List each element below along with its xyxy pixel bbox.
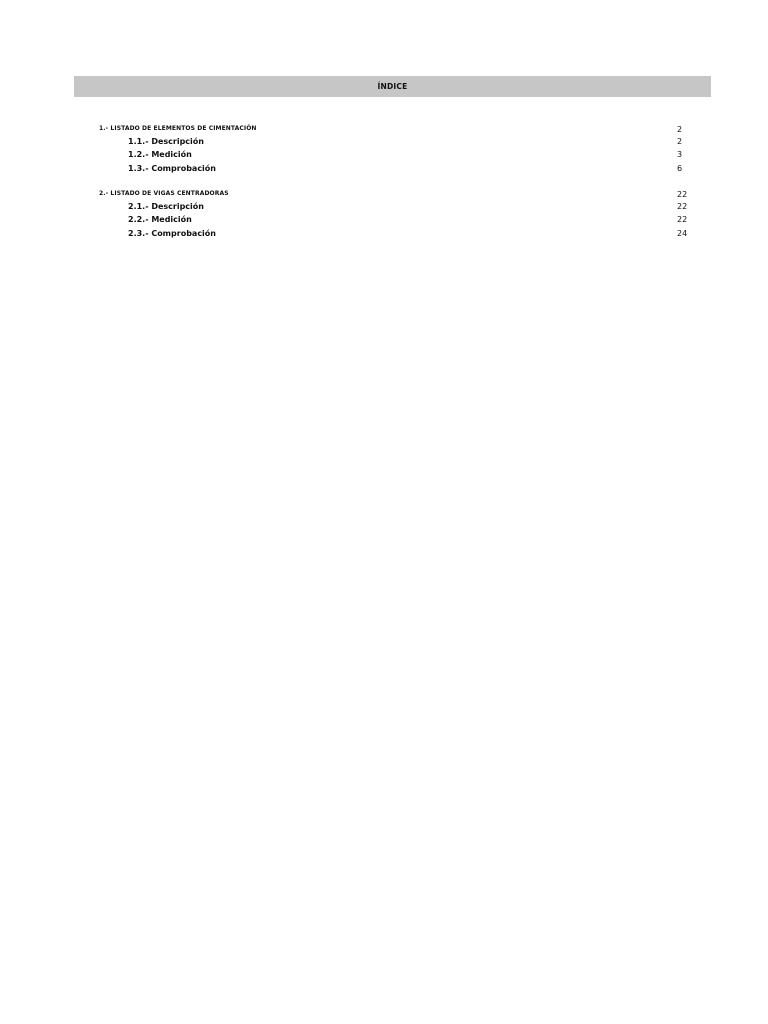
toc-section-label: 1.- LISTADO DE ELEMENTOS DE CIMENTACIÓN bbox=[99, 125, 257, 132]
toc-item-label: 2.3.- Comprobación bbox=[128, 229, 216, 238]
toc-section-1[interactable] bbox=[0, 123, 768, 135]
toc-item-label: 2.2.- Medición bbox=[128, 215, 192, 224]
toc-page-number: 3 bbox=[677, 150, 683, 159]
toc-section-2[interactable] bbox=[0, 188, 768, 200]
index-title: ÍNDICE bbox=[377, 82, 408, 91]
toc-item-2-2[interactable] bbox=[0, 214, 768, 226]
toc-item-1-3[interactable] bbox=[0, 163, 768, 175]
toc-item-1-1[interactable] bbox=[0, 136, 768, 148]
index-title-bar bbox=[74, 76, 711, 97]
toc-item-label: 2.1.- Descripción bbox=[128, 202, 204, 211]
toc-section-label: 2.- LISTADO DE VIGAS CENTRADORAS bbox=[99, 190, 229, 197]
toc-item-label: 1.3.- Comprobación bbox=[128, 164, 216, 173]
toc-item-label: 1.2.- Medición bbox=[128, 150, 192, 159]
toc-item-2-1[interactable] bbox=[0, 201, 768, 213]
toc-item-1-2[interactable] bbox=[0, 149, 768, 161]
toc-page-number: 22 bbox=[677, 215, 688, 224]
toc-page-number: 6 bbox=[677, 164, 683, 173]
toc-page-number: 24 bbox=[677, 229, 688, 238]
toc-item-2-3[interactable] bbox=[0, 228, 768, 240]
toc-page-number: 2 bbox=[677, 125, 683, 134]
toc-page-number: 22 bbox=[677, 202, 688, 211]
toc-item-label: 1.1.- Descripción bbox=[128, 137, 204, 146]
toc-page-number: 2 bbox=[677, 137, 683, 146]
toc-page-number: 22 bbox=[677, 190, 688, 199]
